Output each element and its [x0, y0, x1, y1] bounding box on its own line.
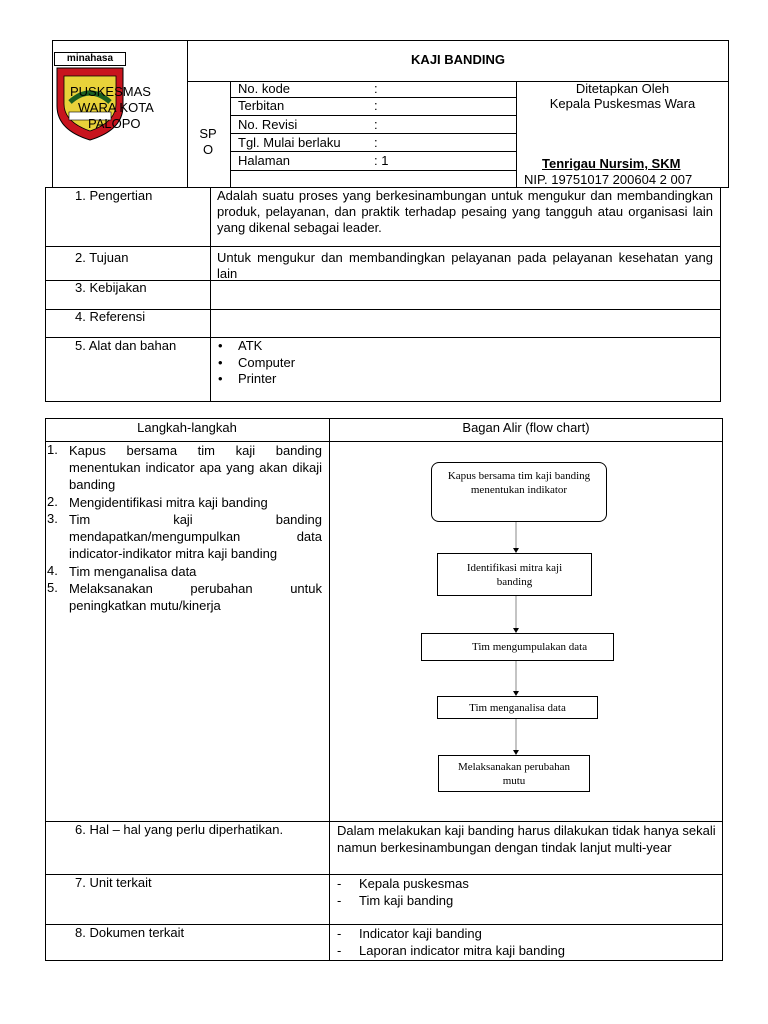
info-text-tujuan: Untuk mengukur dan membandingkan pelayanan pada pelayanan kesehatan yang lain	[217, 250, 713, 281]
dokumen-terkait-list	[329, 925, 565, 959]
flow-step-5	[438, 755, 590, 792]
flow-step-4	[437, 696, 598, 719]
step-text: Tim kaji banding mendapatkan/mengumpulkan data indicator-indikator mitra kaji banding	[69, 512, 322, 561]
field-value-no-revisi: :	[374, 117, 378, 132]
step-text: Melaksanakan perubahan untuk peningkatkan mutu/kinerja	[69, 581, 322, 613]
step-text: Kapus bersama tim kaji banding menentukan indicator apa yang akan dikaji banding	[69, 443, 322, 492]
steps-header: Langkah-langkah	[137, 420, 237, 435]
unit-terkait-list	[329, 875, 469, 909]
list-item: • Printer	[212, 371, 295, 388]
approval-nip: NIP. 19751017 200604 2 007	[524, 172, 693, 187]
info-label-pengertian: 1. Pengertian	[75, 188, 153, 203]
approval-name: Tenrigau Nursim, SKM	[542, 156, 681, 171]
step-text: Mengidentifikasi mitra kaji banding	[69, 495, 268, 510]
list-item: • ATK	[212, 338, 295, 355]
row-label-dokumen-terkait: 8. Dokumen terkait	[75, 925, 185, 940]
flow-step-label: Kapus bersama tim kaji banding menentukan indikator	[447, 470, 591, 496]
list-item: - Laporan indicator mitra kaji banding	[329, 942, 565, 959]
field-label-terbitan: Terbitan	[238, 98, 285, 113]
field-value-no-kode: :	[374, 81, 378, 96]
flow-step-3	[421, 633, 614, 661]
page-title: KAJI BANDING	[411, 52, 505, 67]
flowchart-header: Bagan Alir (flow chart)	[462, 420, 590, 435]
info-label-tujuan: 2. Tujuan	[75, 250, 129, 265]
list-item: • Computer	[212, 355, 295, 372]
approval-line2: Kepala Puskesmas Wara	[549, 96, 696, 111]
info-label-referensi: 4. Referensi	[75, 309, 146, 324]
flow-step-2	[437, 553, 592, 596]
logo-banner: minahasa	[54, 52, 126, 66]
info-label-alat-bahan: 5. Alat dan bahan	[75, 338, 177, 353]
step-number: 1.	[47, 442, 58, 457]
field-value-tgl-mulai: :	[374, 135, 378, 150]
step-number: 5.	[47, 580, 58, 595]
flow-step-label: Tim menganalisa data	[469, 701, 566, 714]
step-text: Tim menganalisa data	[69, 564, 197, 579]
field-value-terbitan: :	[374, 98, 378, 113]
step-number: 2.	[47, 494, 58, 509]
field-value-halaman: : 1	[374, 153, 389, 168]
flow-step-label: Identifikasi mitra kaji banding	[466, 561, 563, 588]
flow-step-label: Melaksanakan perubahan mutu	[457, 760, 571, 787]
row-label-unit-terkait: 7. Unit terkait	[75, 875, 152, 890]
field-label-no-revisi: No. Revisi	[238, 117, 298, 132]
list-item: - Tim kaji banding	[329, 892, 469, 909]
list-item: - Indicator kaji banding	[329, 925, 565, 942]
flow-step-label: Tim mengumpulakan data	[472, 641, 588, 653]
logo-overlay-line: WARA KOTA	[78, 100, 154, 115]
info-text-pengertian: Adalah suatu proses yang berkesinambungan untuk mengukur dan membandingkan produk, pelayanan, dan praktik terhadap pesaing yang tangguh atau organisasi lain yang dikenal sebagai leader.	[217, 188, 713, 235]
spo-label: SP O	[199, 126, 217, 157]
info-label-kebijakan: 3. Kebijakan	[75, 280, 147, 295]
flow-step-1	[431, 462, 607, 522]
list-item: - Kepala puskesmas	[329, 875, 469, 892]
approval-line1: Ditetapkan Oleh	[575, 81, 670, 96]
logo-overlay-line: PUSKESMAS	[70, 84, 151, 99]
logo-overlay-line: PALOPO	[88, 116, 141, 131]
row-label-hal: 6. Hal – hal yang perlu diperhatikan.	[75, 822, 284, 837]
row-text-hal: Dalam melakukan kaji banding harus dilakukan tidak hanya sekali namun berkesinambungan dengan tindak lanjut multi-year	[337, 823, 716, 855]
field-label-tgl-mulai: Tgl. Mulai berlaku	[238, 135, 341, 150]
step-number: 3.	[47, 511, 58, 526]
field-label-no-kode: No. kode	[238, 81, 291, 96]
step-number: 4.	[47, 563, 58, 578]
field-label-halaman: Halaman	[238, 153, 291, 168]
